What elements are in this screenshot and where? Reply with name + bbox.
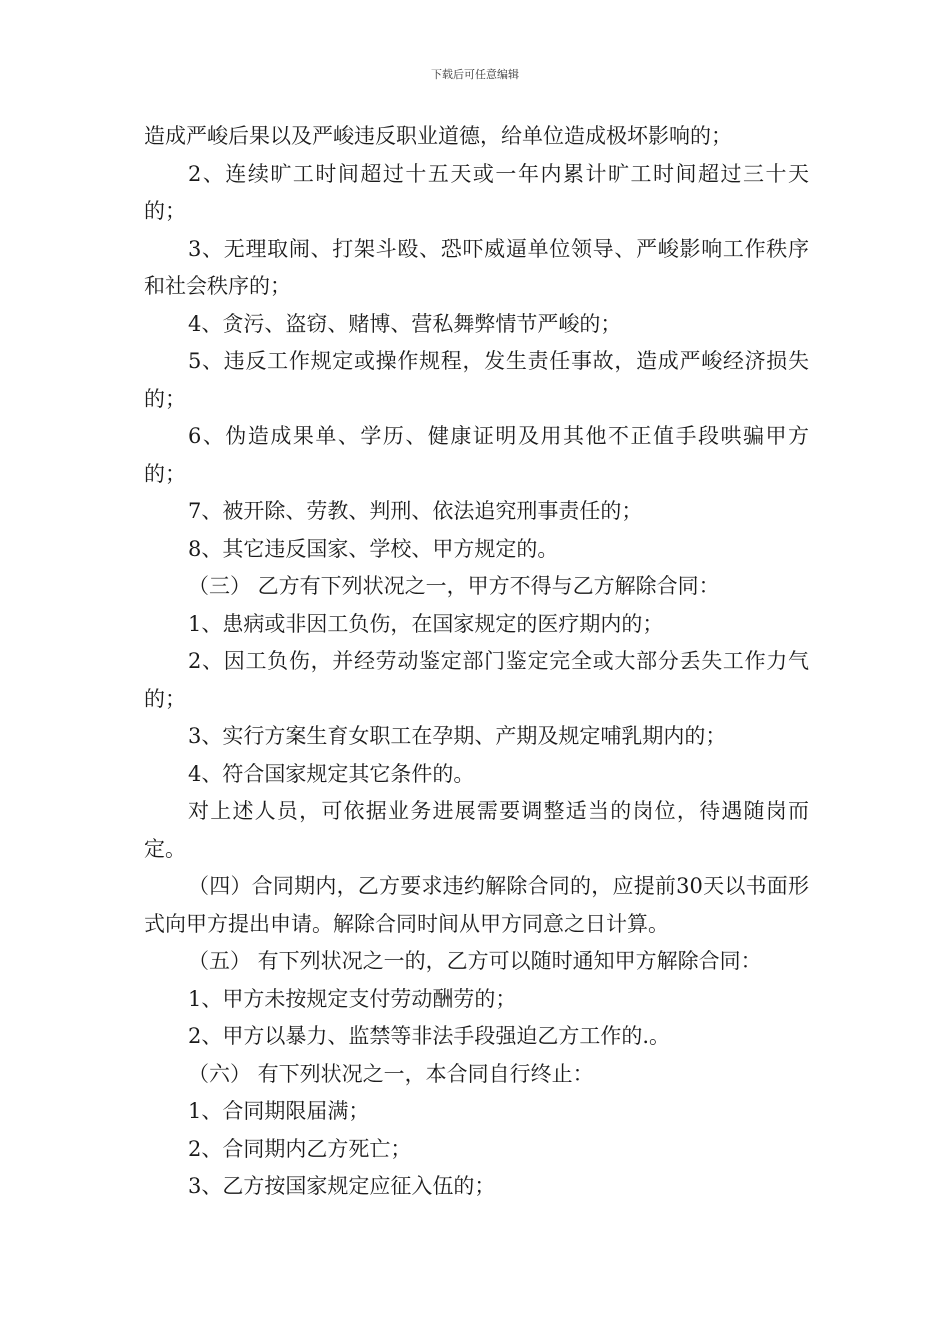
section-four-paragraph: （四）合同期内，乙方要求违约解除合同的，应提前30天以书面形式向甲方提出申请。解除合同时间从甲方同意之日计算。 [144,874,809,936]
paragraph-20: 1、合同期限届满； [188,1099,370,1123]
paragraph-2: 2、连续旷工时间超过十五天或一年内累计旷工时间超过三十天的； [144,161,809,223]
page-header: 下载后可任意编辑 [431,68,519,81]
paragraph-7: 7、被开除、劳教、判刑、依法追究刑事责任的； [188,499,643,523]
paragraph-5: 5、违反工作规定或操作规程，发生责任事故，造成严峻经济损失的； [144,349,809,411]
paragraph-8: 8、其它违反国家、学校、甲方规定的。 [188,536,559,561]
paragraph-21: 2、合同期内乙方死亡； [188,1136,412,1161]
paragraph-12: 3、实行方案生育女职工在孕期、产期及规定哺乳期内的； [188,724,727,748]
paragraph-14: 对上述人员，可依据业务进展需要调整适当的岗位，待遇随岗而定。 [144,799,809,861]
document-body [144,118,809,1206]
section-three-heading: （三） 乙方有下列状况之一，甲方不得与乙方解除合同： [188,574,720,598]
paragraph-17: 1、甲方未按规定支付劳动酬劳的； [188,986,517,1011]
paragraph-13: 4、符合国家规定其它条件的。 [188,761,475,786]
paragraph-10: 1、患病或非因工负伤，在国家规定的医疗期内的； [188,611,664,636]
section-five-heading: （五） 有下列状况之一的，乙方可以随时通知甲方解除合同： [188,949,762,973]
paragraph-6: 6、伪造成果单、学历、健康证明及用其他不正值手段哄骗甲方的； [144,424,809,486]
section-six-heading: （六） 有下列状况之一，本合同自行终止： [188,1061,594,1086]
paragraph-3: 3、无理取闹、打架斗殴、恐吓威逼单位领导、严峻影响工作秩序和社会秩序的； [144,236,809,298]
paragraph-4: 4、贪污、盗窃、赌博、营私舞弊情节严峻的； [188,311,622,336]
paragraph-11: 2、因工负伤，并经劳动鉴定部门鉴定完全或大部分丢失工作力气的； [144,649,809,711]
paragraph-18: 2、甲方以暴力、监禁等非法手段强迫乙方工作的.。 [188,1024,671,1048]
paragraph-22: 3、乙方按国家规定应征入伍的； [188,1174,496,1198]
paragraph-1: 造成严峻后果以及严峻违反职业道德，给单位造成极坏影响的； [144,124,732,148]
